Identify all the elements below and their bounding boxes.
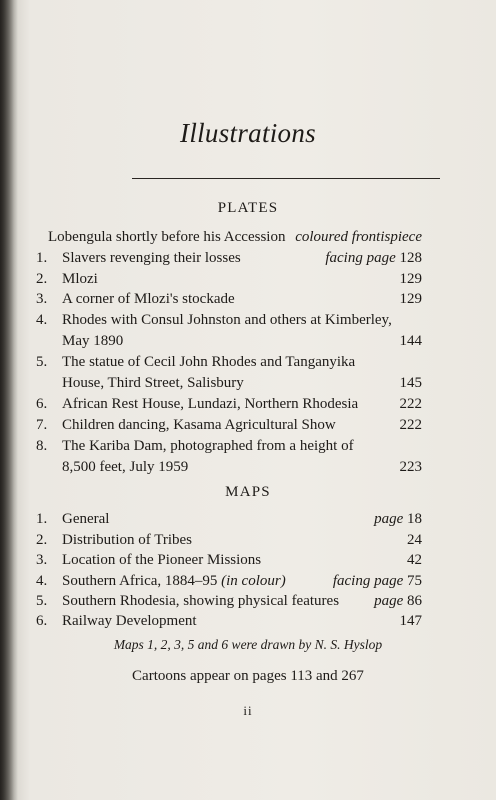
map-number: 2. <box>36 532 48 548</box>
map-number: 5. <box>36 593 48 609</box>
map-ref-page: 18 <box>407 511 422 527</box>
map-page-ref <box>333 572 422 591</box>
plate-title: Lobengula shortly before his Accession <box>48 229 286 245</box>
plate-page-ref <box>295 228 422 247</box>
plate-number: 7. <box>36 417 48 433</box>
plates-heading: PLATES <box>217 200 279 216</box>
map-title: Location of the Pioneer Missions <box>62 552 262 568</box>
plate-number: 5. <box>36 354 48 370</box>
plate-title: The statue of Cecil John Rhodes and Tanganyika <box>62 354 356 370</box>
plate-number: 3. <box>36 291 48 307</box>
page-title: Illustrations <box>180 118 316 148</box>
plate-ref-label: coloured frontispiece <box>295 229 422 245</box>
map-ref-page: 24 <box>407 532 422 548</box>
maps-heading: MAPS <box>225 484 271 500</box>
map-ref-label: page <box>374 511 404 527</box>
map-number: 3. <box>36 552 48 568</box>
plate-number: 6. <box>36 396 48 412</box>
plate-ref-page: 222 <box>399 417 422 433</box>
map-page-ref <box>374 592 422 611</box>
map-title: Railway Development <box>62 613 197 629</box>
map-title <box>62 572 362 591</box>
plate-number: 1. <box>36 250 48 266</box>
plate-ref-page: 222 <box>399 396 422 412</box>
plate-title-continued: House, Third Street, Salisbury <box>62 375 244 391</box>
plate-title: A corner of Mlozi's stockade <box>62 291 235 307</box>
map-number: 6. <box>36 613 48 629</box>
plate-title: African Rest House, Lundazi, Northern Rhodesia <box>62 396 359 412</box>
cartoons-note: Cartoons appear on pages 113 and 267 <box>132 668 364 684</box>
map-ref-label: page <box>374 593 404 609</box>
map-title-text: Southern Africa, 1884–95 <box>62 573 218 589</box>
maps-credit-note: Maps 1, 2, 3, 5 and 6 were drawn by N. S. Hyslop <box>113 637 383 652</box>
map-title: Distribution of Tribes <box>62 532 193 548</box>
map-ref-page: 75 <box>407 573 422 589</box>
map-ref-page: 86 <box>407 593 422 609</box>
map-ref-page: 42 <box>407 552 422 568</box>
map-title: Southern Rhodesia, showing physical features <box>62 593 340 609</box>
plate-ref-label: facing page <box>325 250 396 266</box>
map-title-note: (in colour) <box>221 573 286 589</box>
plate-ref-page: 129 <box>399 271 422 287</box>
plate-ref-page: 129 <box>399 291 422 307</box>
plate-ref-page: 223 <box>399 459 422 475</box>
plate-number: 4. <box>36 312 48 328</box>
plate-ref-page: 128 <box>399 250 422 266</box>
plate-title: Slavers revenging their losses <box>62 250 241 266</box>
plate-ref-page: 145 <box>399 375 422 391</box>
plate-ref-page: 144 <box>399 333 422 349</box>
map-number: 1. <box>36 511 48 527</box>
map-ref-label: facing page <box>332 573 404 589</box>
map-number: 4. <box>36 573 48 589</box>
plate-title: Mlozi <box>62 271 98 287</box>
map-page-ref <box>374 510 422 529</box>
plate-title: Children dancing, Kasama Agricultural Show <box>62 417 336 433</box>
title-rule <box>132 178 440 179</box>
plate-number: 8. <box>36 438 48 454</box>
page-number: ii <box>243 703 253 718</box>
map-ref-page: 147 <box>399 613 422 629</box>
plate-title: Rhodes with Consul Johnston and others at Kimberley, <box>62 312 392 328</box>
plate-number: 2. <box>36 271 48 287</box>
plate-title-continued: 8,500 feet, July 1959 <box>62 459 189 475</box>
plate-page-ref <box>325 249 422 268</box>
plate-title: The Kariba Dam, photographed from a height of <box>62 438 354 454</box>
plate-title-continued: May 1890 <box>62 333 124 349</box>
map-title: General <box>62 511 110 527</box>
